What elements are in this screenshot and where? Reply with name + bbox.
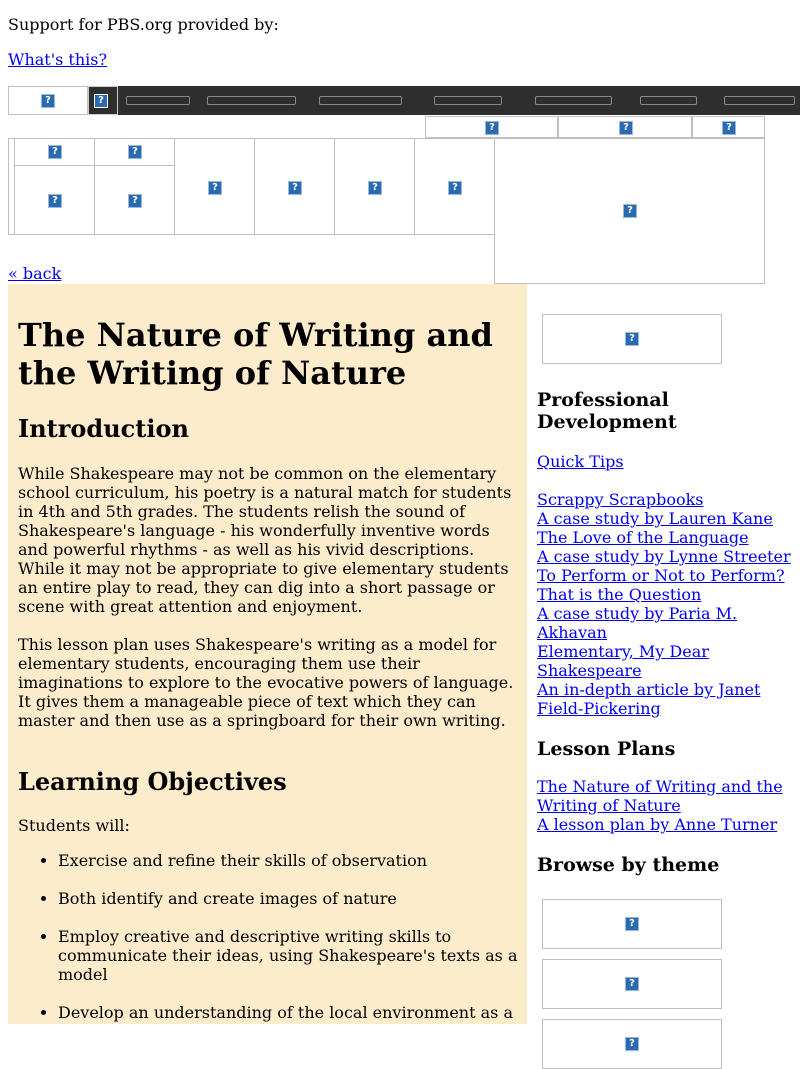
broken-image-icon: ? [41, 94, 55, 108]
broken-image-icon: ? [128, 194, 142, 208]
header-image-b[interactable] [558, 116, 692, 138]
nav-tab-5[interactable] [535, 96, 612, 105]
pd-link-to-perform[interactable]: To Perform or Not to Perform? That is the Question [537, 566, 785, 604]
list-item: • Employ creative and descriptive writing skills to communicate their ideas, using Shakespeare's texts as a model [58, 927, 518, 984]
pd-link-author-streeter[interactable]: A case study by Lynne Streeter [537, 547, 791, 566]
professional-development-heading: Professional Development [537, 389, 677, 433]
banner-image-2a[interactable] [94, 138, 175, 166]
theme-image-3[interactable] [542, 1019, 722, 1069]
broken-image-icon: ? [48, 194, 62, 208]
banner-image-6[interactable] [414, 138, 495, 235]
broken-image-icon: ? [625, 977, 639, 991]
pd-link-author-field-pickering[interactable]: An in-depth article by Janet Field-Pickering [537, 680, 761, 718]
banner-image-2b[interactable] [94, 165, 175, 235]
lp-link-author-turner[interactable]: A lesson plan by Anne Turner [537, 815, 778, 834]
nav-tab-6[interactable] [640, 96, 697, 105]
nav-home-button[interactable] [88, 86, 118, 115]
broken-image-icon: ? [619, 121, 633, 135]
broken-image-icon: ? [625, 332, 639, 346]
quick-tips-link[interactable]: Quick Tips [537, 452, 624, 471]
banner-image-1b[interactable] [14, 165, 95, 235]
list-item: • Both identify and create images of nature [58, 889, 518, 908]
nav-bar [118, 86, 800, 115]
intro-paragraph-2: This lesson plan uses Shakespeare's writing as a model for elementary students, encouraging them use their imaginations to explore to the evocative powers of language. It gives them a manageable piece of text which they can master and then use as a springboard for their own writing. [18, 635, 514, 730]
page-title: The Nature of Writing and the Writing of Nature [18, 316, 493, 392]
banner-image-3[interactable] [174, 138, 255, 235]
list-item: • Exercise and refine their skills of observation [58, 851, 518, 870]
support-text: Support for PBS.org provided by: [8, 15, 279, 34]
learning-objectives-heading: Learning Objectives [18, 767, 287, 796]
header-image-c[interactable] [692, 116, 765, 138]
broken-image-icon: ? [288, 181, 302, 195]
banner-image-5[interactable] [334, 138, 415, 235]
broken-image-icon: ? [208, 181, 222, 195]
pd-link-elementary-shakespeare[interactable]: Elementary, My Dear Shakespeare [537, 642, 709, 680]
sidebar-promo-image[interactable] [542, 314, 722, 364]
nav-tab-1[interactable] [126, 96, 190, 105]
lesson-plans-links [537, 777, 795, 834]
pd-link-scrappy-scrapbooks[interactable]: Scrappy Scrapbooks [537, 490, 704, 509]
broken-image-icon: ? [722, 121, 736, 135]
nav-tab-7[interactable] [724, 96, 795, 105]
objectives-list [18, 851, 518, 1022]
pd-link-author-kane[interactable]: A case study by Lauren Kane [537, 509, 773, 528]
theme-image-2[interactable] [542, 959, 722, 1009]
professional-development-links [537, 490, 795, 718]
banner-image-1a[interactable] [14, 138, 95, 166]
banner-image-large[interactable] [494, 138, 765, 284]
banner-image-4[interactable] [254, 138, 335, 235]
main-content [8, 284, 527, 1024]
lesson-plans-heading: Lesson Plans [537, 738, 676, 760]
broken-image-icon: ? [623, 204, 637, 218]
quick-tips-links [537, 452, 795, 471]
objectives-lead: Students will: [18, 816, 130, 835]
broken-image-icon: ? [625, 1037, 639, 1051]
browse-by-theme-heading: Browse by theme [537, 854, 720, 876]
pbs-logo-image[interactable] [8, 86, 88, 115]
whats-this-link[interactable]: What's this? [8, 50, 108, 69]
broken-image-icon: ? [94, 94, 108, 108]
theme-image-1[interactable] [542, 899, 722, 949]
broken-image-icon: ? [625, 917, 639, 931]
pd-link-author-akhavan[interactable]: A case study by Paria M. Akhavan [537, 604, 738, 642]
back-link[interactable]: « back [8, 264, 62, 283]
broken-image-icon: ? [448, 181, 462, 195]
intro-paragraph-1: While Shakespeare may not be common on the elementary school curriculum, his poetry is a natural match for students in 4th and 5th grades. The students relish the sound of Shakespeare's language - his wonderfully inventive words and powerful rhythms - as well as his vivid descriptions. While it may not be appropriate to give elementary students an entire play to read, they can dig into a short passage or scene with great attention and enjoyment. [18, 464, 512, 616]
lp-link-nature-of-writing[interactable]: The Nature of Writing and the Writing of Nature [537, 777, 783, 815]
broken-image-icon: ? [128, 145, 142, 159]
header-image-a[interactable] [425, 116, 558, 138]
sidebar [537, 284, 795, 1069]
broken-image-icon: ? [368, 181, 382, 195]
pd-link-love-of-language[interactable]: The Love of the Language [537, 528, 749, 547]
nav-tab-4[interactable] [434, 96, 502, 105]
broken-image-icon: ? [485, 121, 499, 135]
list-item: • Develop an understanding of the local environment as a [58, 1003, 518, 1022]
introduction-heading: Introduction [18, 414, 189, 443]
broken-image-icon: ? [48, 145, 62, 159]
nav-tab-2[interactable] [207, 96, 296, 105]
nav-tab-3[interactable] [319, 96, 402, 105]
